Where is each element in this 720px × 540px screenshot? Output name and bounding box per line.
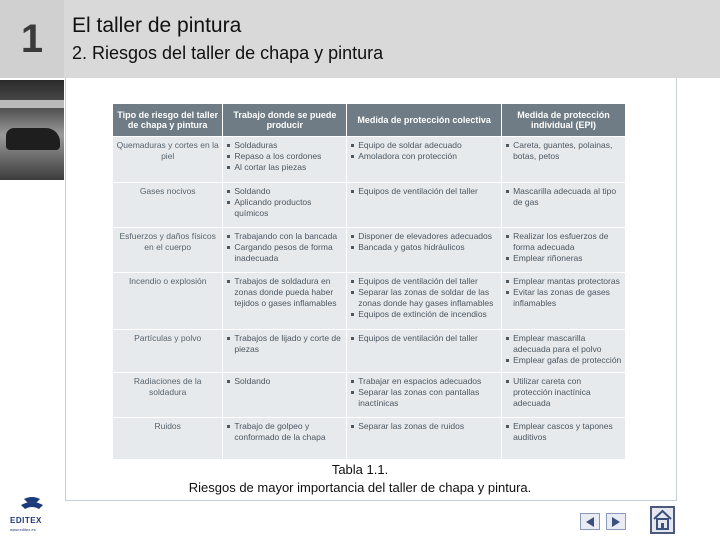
table-caption-text: Riesgos de mayor importancia del taller de chapa y pintura. <box>188 480 532 495</box>
individual-cell <box>502 372 626 417</box>
list-item: Equipos de ventilación del taller <box>350 276 498 287</box>
chapter-number: 1 <box>20 16 44 61</box>
table-row <box>113 182 626 227</box>
list-item: Soldando <box>226 186 343 197</box>
list-item: Careta, guantes, polainas, botas, petos <box>505 140 622 162</box>
home-icon <box>652 508 673 532</box>
work-cell <box>223 372 347 417</box>
collective-cell <box>347 329 502 372</box>
list-item: Separar las zonas de soldar de las zonas donde hay gases inflamables <box>350 287 498 309</box>
table-row <box>113 272 626 329</box>
work-cell <box>223 329 347 372</box>
individual-cell <box>502 227 626 272</box>
collective-cell <box>347 136 502 182</box>
list-item: Bancada y gatos hidráulicos <box>350 242 498 253</box>
list-item: Mascarilla adecuada al tipo de gas <box>505 186 622 208</box>
work-list <box>226 186 343 219</box>
slide-subtitle: 2. Riesgos del taller de chapa y pintura <box>72 43 384 63</box>
individual-list <box>505 186 622 208</box>
risk-type-cell: Radiaciones de la soldadura <box>113 372 223 417</box>
list-item: Soldaduras <box>226 140 343 151</box>
list-item: Trabajando con la bancada <box>226 231 343 242</box>
slide-header <box>0 0 720 78</box>
prev-button[interactable] <box>580 513 600 530</box>
list-item: Trabajo de golpeo y conformado de la chapa <box>226 421 343 443</box>
collective-list <box>350 140 498 162</box>
list-item: Al cortar las piezas <box>226 162 343 173</box>
list-item: Equipos de ventilación del taller <box>350 333 498 344</box>
list-item: Disponer de elevadores adecuados <box>350 231 498 242</box>
header-collective: Medida de protección colectiva <box>347 104 502 136</box>
work-list <box>226 276 343 309</box>
risk-type-cell: Incendio o explosión <box>113 272 223 329</box>
individual-list <box>505 333 622 366</box>
list-item: Aplicando productos químicos <box>226 197 343 219</box>
individual-list <box>505 276 622 309</box>
work-cell <box>223 182 347 227</box>
collective-cell <box>347 272 502 329</box>
individual-cell <box>502 272 626 329</box>
list-item: Realizar los esfuerzos de forma adecuada <box>505 231 622 253</box>
table-row <box>113 372 626 417</box>
list-item: Trabajos de lijado y corte de piezas <box>226 333 343 355</box>
collective-list <box>350 376 498 409</box>
individual-list <box>505 140 622 162</box>
list-item: Equipos de ventilación del taller <box>350 186 498 197</box>
risk-type-cell: Partículas y polvo <box>113 329 223 372</box>
list-item: Repaso a los cordones <box>226 151 343 162</box>
individual-list <box>505 421 622 443</box>
collective-list <box>350 421 498 432</box>
list-item: Amoladora con protección <box>350 151 498 162</box>
table-header-row <box>113 104 626 136</box>
work-cell <box>223 417 347 459</box>
table-row <box>113 417 626 459</box>
risk-type-cell: Quemaduras y cortes en la piel <box>113 136 223 182</box>
risk-type-cell: Esfuerzos y daños físicos en el cuerpo <box>113 227 223 272</box>
photo-car <box>6 128 60 150</box>
risk-type-cell: Gases nocivos <box>113 182 223 227</box>
list-item: Trabajos de soldadura en zonas donde pueda haber tejidos o gases inflamables <box>226 276 343 309</box>
list-item: Emplear gafas de protección <box>505 355 622 366</box>
work-cell <box>223 227 347 272</box>
table-row <box>113 329 626 372</box>
collective-cell <box>347 417 502 459</box>
logo-url: www.editex.es <box>10 527 36 532</box>
table-row <box>113 136 626 182</box>
next-button[interactable] <box>606 513 626 530</box>
arrow-right-icon <box>610 516 622 528</box>
work-list <box>226 231 343 264</box>
photo-light <box>0 100 64 108</box>
header-work: Trabajo donde se puede producir <box>223 104 347 136</box>
work-list <box>226 333 343 355</box>
individual-cell <box>502 329 626 372</box>
individual-cell <box>502 182 626 227</box>
header-individual: Medida de protección individual (EPI) <box>502 104 626 136</box>
work-list <box>226 140 343 173</box>
collective-cell <box>347 372 502 417</box>
list-item: Emplear riñoneras <box>505 253 622 264</box>
list-item: Cargando pesos de forma inadecuada <box>226 242 343 264</box>
individual-cell <box>502 417 626 459</box>
risk-table <box>113 104 626 459</box>
list-item: Emplear mantas protectoras <box>505 276 622 287</box>
risk-type-cell: Ruidos <box>113 417 223 459</box>
table-caption-number: Tabla 1.1. <box>331 462 389 477</box>
collective-cell <box>347 227 502 272</box>
list-item: Emplear mascarilla adecuada para el polvo <box>505 333 622 355</box>
collective-list <box>350 231 498 253</box>
list-item: Trabajar en espacios adecuados <box>350 376 498 387</box>
individual-list <box>505 376 622 409</box>
individual-list <box>505 231 622 264</box>
list-item: Soldando <box>226 376 343 387</box>
home-button[interactable] <box>650 506 675 534</box>
work-list <box>226 376 343 387</box>
collective-list <box>350 276 498 320</box>
list-item: Equipos de extinción de incendios <box>350 309 498 320</box>
work-cell <box>223 272 347 329</box>
logo-label: EDITEX <box>10 516 42 525</box>
list-item: Emplear cascos y tapones auditivos <box>505 421 622 443</box>
slide-title: El taller de pintura <box>72 14 242 37</box>
workshop-photo <box>0 80 64 180</box>
list-item: Separar las zonas de ruidos <box>350 421 498 432</box>
list-item: Evitar las zonas de gases inflamables <box>505 287 622 309</box>
header-risk-type: Tipo de riesgo del taller de chapa y pintura <box>113 104 223 136</box>
list-item: Utilizar careta con protección inactínica adecuada <box>505 376 622 409</box>
collective-list <box>350 333 498 344</box>
work-list <box>226 421 343 443</box>
table-row <box>113 227 626 272</box>
work-cell <box>223 136 347 182</box>
collective-list <box>350 186 498 197</box>
chapter-box <box>0 0 64 78</box>
list-item: Equipo de soldar adecuado <box>350 140 498 151</box>
list-item: Separar las zonas con pantallas inactínicas <box>350 387 498 409</box>
arrow-left-icon <box>584 516 596 528</box>
individual-cell <box>502 136 626 182</box>
collective-cell <box>347 182 502 227</box>
